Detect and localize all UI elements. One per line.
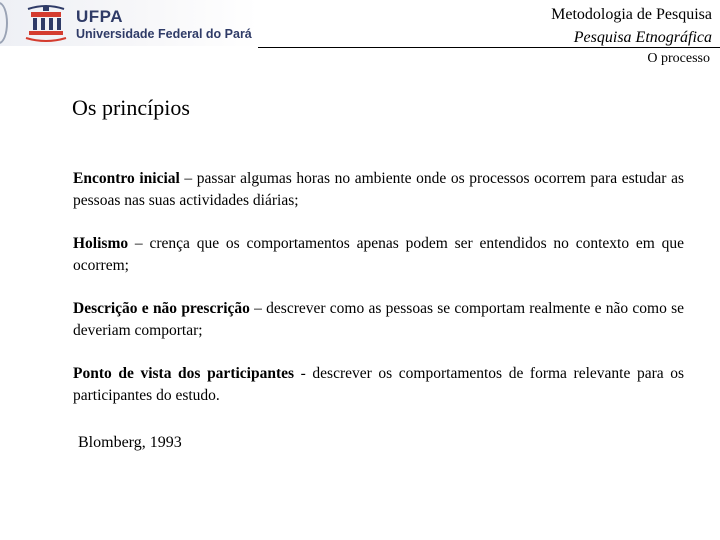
principle-term: Holismo (73, 235, 129, 252)
header-divider (258, 47, 720, 48)
principle-term: Descrição e não prescrição (73, 300, 250, 317)
slide-title: Os princípios (72, 95, 190, 120)
course-title: Metodologia de Pesquisa (551, 6, 712, 23)
principle-item (73, 168, 684, 212)
logo-short-name: UFPA (76, 7, 124, 26)
principle-term: Encontro inicial (73, 170, 180, 187)
logo-decoration (0, 2, 8, 44)
principle-description: descrever os comportamentos de forma relevante para os participantes do estudo. (73, 365, 684, 404)
principle-item (73, 233, 684, 277)
principle-description: crença que os comportamentos apenas podem ser entendidos no contexto em que ocorrem; (73, 235, 685, 274)
principle-separator: - (294, 365, 313, 382)
principles-list (73, 168, 684, 428)
principle-separator: – (179, 170, 197, 187)
principle-description: descrever como as pessoas se comportam realmente e não como se deveriam comportar; (73, 300, 684, 339)
university-logo (0, 0, 258, 46)
logo-full-name: Universidade Federal do Pará (76, 27, 252, 41)
principle-separator: – (128, 235, 150, 252)
principle-description: passar algumas horas no ambiente onde os processos ocorrem para estudar as pessoas nas suas actividades diárias; (73, 170, 684, 209)
principle-item (73, 298, 684, 342)
principle-term: Ponto de vista dos participantes (73, 365, 295, 382)
section-label: O processo (647, 51, 710, 66)
reference-citation: Blomberg, 1993 (78, 434, 182, 451)
university-crest-icon (22, 3, 70, 43)
course-subtitle: Pesquisa Etnográfica (573, 29, 712, 46)
principle-item (73, 363, 684, 407)
principle-separator: – (249, 300, 267, 317)
